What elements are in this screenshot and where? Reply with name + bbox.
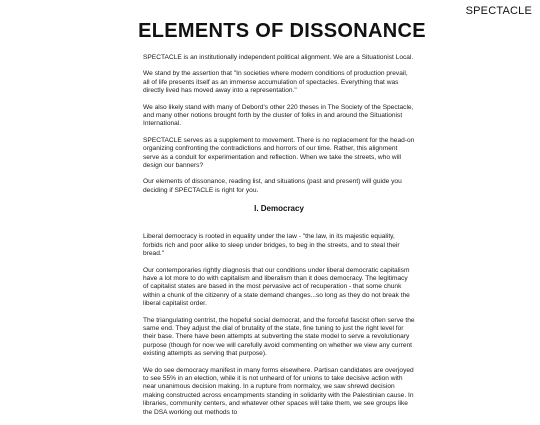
intro-paragraph: We stand by the assertion that "In societies where modern conditions of production prevail, all of life presents itself as an immense accumulation of spectacles. Everything that was directly lived has moved away into a representation." [143, 70, 408, 95]
section-paragraph: Our contemporaries rightly diagnosis that our conditions under liberal democratic capitalism have a lot more to do with capitalism and liberalism than it does democracy. The legitimacy of capitalist states are based in the most pervasive act of recuperation - that some chunk within a chunk of the citizenry of a state demand changes...so long as they do not break the liberal capitalist order. [143, 266, 410, 308]
document-content [143, 54, 415, 425]
intro-paragraph: Our elements of dissonance, reading list, and situations (past and present) will guide you deciding if SPECTACLE is right for you. [143, 178, 402, 194]
section-heading-democracy: I. Democracy [254, 204, 304, 214]
intro-paragraph: SPECTACLE is an institutionally independent political alignment. We are a Situationist Local. [143, 54, 414, 61]
page-title: ELEMENTS OF DISSONANCE [138, 20, 426, 42]
section-paragraph: We do see democracy manifest in many forms elsewhere. Partisan candidates are overjoyed to see 55% in an election, while it is not unheard of for unions to take decisive action with near unanimous decision making. In a rupture from normalcy, we saw shrewd decision making constructed across encampments standing in solidarity with the Palestinian cause. In libraries, community centers, and whatever other spaces will take them, we see groups like the DSA working out methods to [143, 366, 414, 416]
section-paragraph: The triangulating centrist, the hopeful social democrat, and the forceful fascist often serve the same end. They adjust the dial of brutality of the state, fine tuning to just the right level for their base. There have been attempts at subverting the state model to serve a revolutionary purpose (though for now we will carefully avoid commenting on whether we view any current existing attempts as serving that purpose). [143, 316, 415, 358]
intro-paragraph: SPECTACLE serves as a supplement to movement. There is no replacement for the head-on organizing confronting the contradictions and horrors of our time. Rather, this alignment serve as a conduit for experimentation and reflection. When we take the streets, who will design our banners? [143, 136, 415, 170]
intro-paragraph: We also likely stand with many of Debord's other 220 theses in The Society of the Spectacle, and many other notions brought forth by the cluster of folks in and around the Situationist International. [143, 103, 414, 128]
site-brand-link[interactable]: SPECTACLE [465, 5, 532, 17]
section-paragraph: Liberal democracy is rooted in equality under the law - "the law, in its majestic equality, forbids rich and poor alike to sleep under bridges, to beg in the streets, and to steal their bread." [143, 233, 400, 258]
